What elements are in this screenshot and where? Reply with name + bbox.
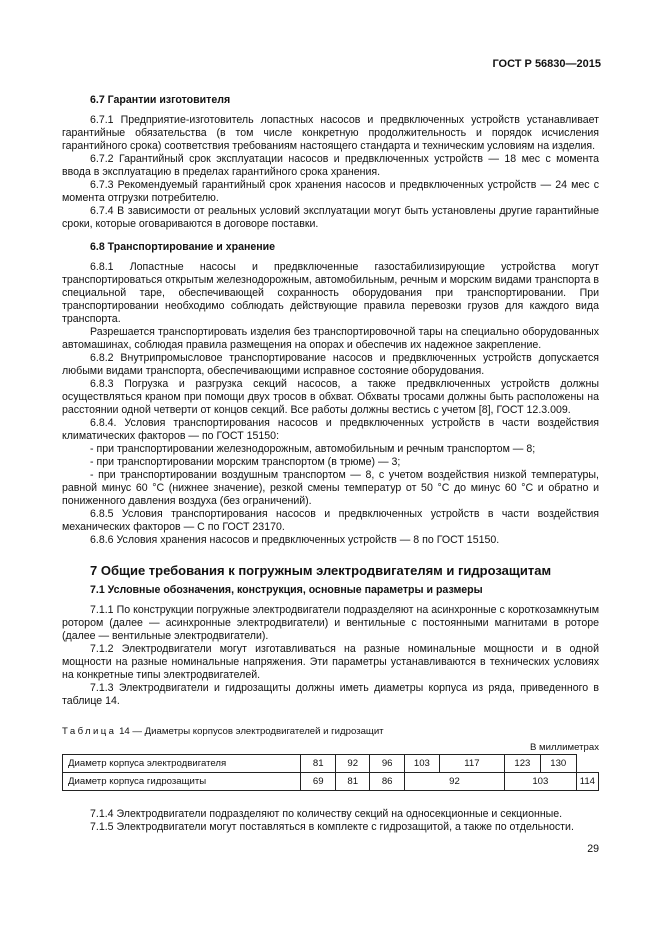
list-item: - при транспортировании воздушным транспортом — 8, с учетом воздействия низкой температуры, равной минус 60 °С (нижнее значение), резкой смены температур от 50 °С до минус 60 °С и обратно и пониженного давления воздуха (без ограничений). xyxy=(62,469,599,507)
paragraph-6-8-5: 6.8.5 Условия транспортирования насосов и предвключенных устройств в части воздействия механических факторов — С по ГОСТ 23170. xyxy=(62,508,599,533)
table-cell: 92 xyxy=(404,773,504,791)
table-cell: 86 xyxy=(370,773,404,791)
paragraph-7-1-4: 7.1.4 Электродвигатели подразделяют по количеству секций на односекционные и секционные. xyxy=(90,808,563,820)
document-body xyxy=(62,94,599,834)
section-6-7-heading: 6.7 Гарантии изготовителя xyxy=(90,94,231,106)
table-units: В миллиметрах xyxy=(529,742,599,753)
table-caption-text: 14 — Диаметры корпусов электродвигателей и гидрозащит xyxy=(116,726,384,737)
table-cell: 103 xyxy=(504,773,576,791)
table-caption xyxy=(62,725,599,738)
paragraph-6-8-6: 6.8.6 Условия хранения насосов и предвключенных устройств — 8 по ГОСТ 15150. xyxy=(90,534,500,546)
table-cell: Диаметр корпуса гидрозащиты xyxy=(63,773,301,791)
table-cell: 123 xyxy=(504,755,540,773)
paragraph-6-7-3: 6.7.3 Рекомендуемый гарантийный срок хранения насосов и предвключенных устройств — 24 мес с момента отгрузки потребителю. xyxy=(62,179,599,204)
section-6-8-heading: 6.8 Транспортирование и хранение xyxy=(90,241,276,253)
list-item: - при транспортировании морским транспортом (в трюме) — 3; xyxy=(90,456,401,468)
paragraph-6-7-1: 6.7.1 Предприятие-изготовитель лопастных насосов и предвключенных устройств устанавливает гарантийные обязательства (в том числе конкретную продолжительность и порядок исчисления гарантийного срока) соответствия требованиям настоящего стандарта и техническим условиям на изделия. xyxy=(62,114,599,152)
table-cell: 96 xyxy=(370,755,404,773)
table-cell: 92 xyxy=(335,755,369,773)
table-cell: 130 xyxy=(540,755,576,773)
table-cell: 81 xyxy=(335,773,369,791)
section-7-heading: 7 Общие требования к погружным электродвигателям и гидрозащитам xyxy=(90,563,552,578)
section-7-1-heading: 7.1 Условные обозначения, конструкция, основные параметры и размеры xyxy=(90,584,483,596)
paragraph-6-7-4: 6.7.4 В зависимости от реальных условий эксплуатации могут быть установлены другие гарантийные сроки, которые оговариваются в договоре поставки. xyxy=(62,205,599,230)
page-number: 29 xyxy=(587,843,599,855)
list-item: - при транспортировании железнодорожным, автомобильным и речным транспортом — 8; xyxy=(90,443,536,455)
paragraph-6-8-2: 6.8.2 Внутрипромысловое транспортирование насосов и предвключенных устройств допускается любыми видами транспорта, обеспечивающими исправное состояние оборудования. xyxy=(62,352,599,377)
table-cell: 81 xyxy=(301,755,335,773)
diameters-table xyxy=(62,754,599,791)
table-row xyxy=(63,755,599,773)
paragraph-7-1-1: 7.1.1 По конструкции погружные электродвигатели подразделяют на асинхронные с короткозамкнутым ротором (далее — асинхронные электродвигатели) и вентильные с постоянными магнитами в роторе (далее — вентильные электродвигатели). xyxy=(62,604,599,642)
table-cell: 117 xyxy=(439,755,504,773)
paragraph-6-8-3: 6.8.3 Погрузка и разгрузка секций насосов, а также предвключенных устройств должны осуществляться краном при помощи двух тросов в обхват. Обхваты тросами должны быть расположены на расстоянии одной четверти от концов секций. Все работы должны вестись с учетом [8], ГОСТ 12.3.009. xyxy=(62,378,599,416)
paragraph-6-7-2: 6.7.2 Гарантийный срок эксплуатации насосов и предвключенных устройств — 18 мес с момента ввода в эксплуатацию в пределах гарантийного срока хранения. xyxy=(62,153,599,178)
paragraph-7-1-2: 7.1.2 Электродвигатели могут изготавливаться на разные номинальные мощности и в одной мощности на разные номинальные напряжения. Эти параметры устанавливаются в технических условиях на конкретные типы электродвигателей. xyxy=(62,643,599,681)
paragraph-7-1-3: 7.1.3 Электродвигатели и гидрозащиты должны иметь диаметры корпуса из ряда, приведенного в таблице 14. xyxy=(62,682,599,707)
table-caption-word: Таблица xyxy=(62,726,117,737)
paragraph-7-1-5: 7.1.5 Электродвигатели могут поставляться в комплекте с гидрозащитой, а также по отдельности. xyxy=(90,821,574,833)
paragraph-6-8-1: 6.8.1 Лопастные насосы и предвключенные газостабилизирующие устройства могут транспортироваться открытым железнодорожным, автомобильным, речным и морским видами транспорта в специальной таре, обеспечивающей сохранность оборудования при транспортировании. При транспортировании необходимо соблюдать действующие правила перевозки грузов для каждого вида транспорта. xyxy=(62,261,599,325)
paragraph-6-8-1-cont: Разрешается транспортировать изделия без транспортировочной тары на специально оборудованных автомашинах, соблюдая правила размещения на опорах и обеспечив их надежное закрепление. xyxy=(62,326,599,351)
document-header: ГОСТ Р 56830—2015 xyxy=(492,58,601,70)
table-cell: 114 xyxy=(576,773,598,791)
table-cell: Диаметр корпуса электродвигателя xyxy=(63,755,301,773)
table-cell: 69 xyxy=(301,773,335,791)
table-row xyxy=(63,773,599,791)
paragraph-6-8-4: 6.8.4. Условия транспортирования насосов и предвключенных устройств в части воздействия климатических факторов — по ГОСТ 15150: xyxy=(62,417,599,442)
table-cell: 103 xyxy=(404,755,439,773)
